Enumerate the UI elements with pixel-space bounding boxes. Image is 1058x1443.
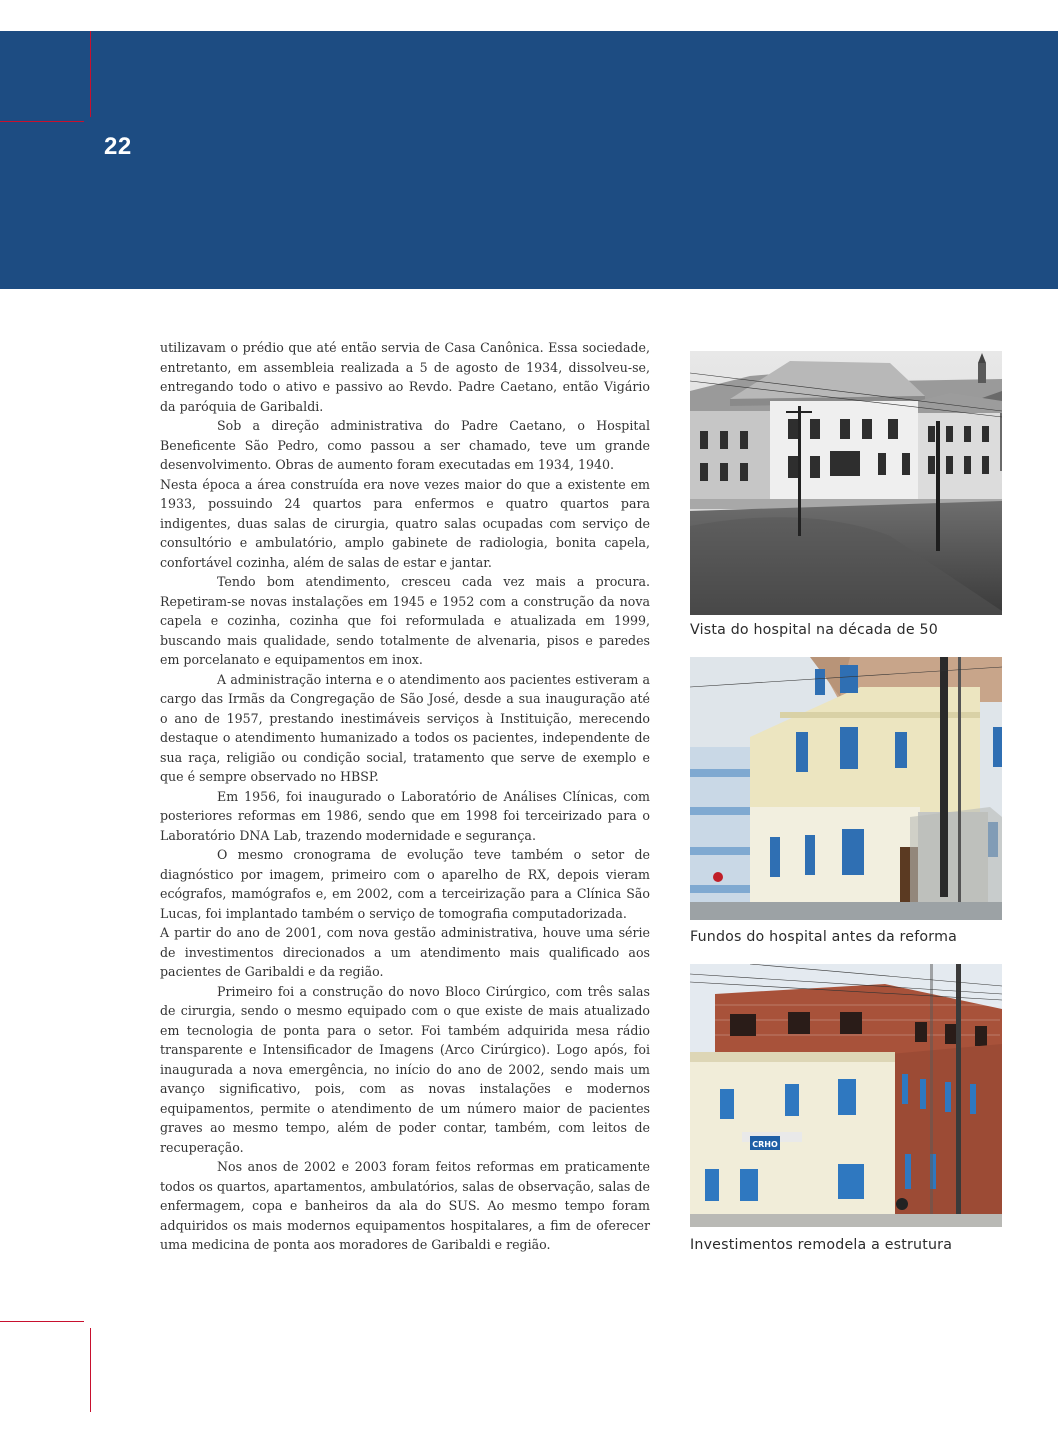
crop-mark <box>0 121 84 122</box>
hospital-1950s-photo <box>690 351 1002 615</box>
photo-caption: Investimentos remodela a estrutura <box>690 1237 953 1253</box>
photo-caption: Vista do hospital na década de 50 <box>690 622 938 638</box>
page-number: 22 <box>104 133 132 160</box>
paragraph: utilizavam o prédio que até então servia de Casa Canônica. Essa sociedade, entretanto, em assembleia realizada a 5 de agosto de 1934, dissolveu-se, entregando todo o ativo e passivo ao Revdo. Padre Caetano, então Vigário da paróquia de Garibaldi. <box>160 340 650 414</box>
paragraph: Em 1956, foi inaugurado o Laboratório de Análises Clínicas, com posteriores reformas em 1986, sendo que em 1998 foi terceirizado para o Laboratório DNA Lab, trazendo modernidade e segurança. <box>160 788 650 843</box>
article-body <box>160 338 650 1255</box>
paragraph: Tendo bom atendimento, cresceu cada vez mais a procura. Repetiram-se novas instalações em 1945 e 1952 com a construção da nova capela e cozinha, cozinha que foi reformulada e atualizada em 1999, buscando mais qualidade, sendo totalmente de alvenaria, pisos e paredes em porcelanato e equipamentos em inox. <box>160 574 650 667</box>
crop-mark <box>90 1328 91 1412</box>
paragraph: Nesta época a área construída era nove vezes maior do que a existente em 1933, possuindo 24 quartos para enfermos e quatro quartos para indigentes, duas salas de cirurgia, quatro salas ocupadas com serviço de consultório e ambulatório, amplo gabinete de radiologia, bonita capela, confortável cozinha, além de salas de estar e jantar. <box>160 476 650 570</box>
hospital-back-photo <box>690 657 1002 920</box>
paragraph: Nos anos de 2002 e 2003 foram feitos reformas em praticamente todos os quartos, apartamentos, ambulatórios, salas de observação, salas de enfermagem, copa e banheiros da ala do SUS. Ao mesmo tempo foram adquiridos os mais modernos equipamentos hospitalares, a fim de oferecer uma medicina de ponta aos moradores de Garibaldi e região. <box>160 1159 650 1252</box>
header-band <box>0 31 1058 289</box>
hospital-renovation-photo <box>690 964 1002 1227</box>
paragraph: A administração interna e o atendimento aos pacientes estiveram a cargo das Irmãs da Congregação de São José, desde a sua inauguração até o ano de 1957, prestando inestimáveis serviços à Instituição, merecendo destaque o atendimento humanizado a todos os pacientes, independente de sua raça, religião ou condição social, tratamento que serve de exemplo e que é sempre observado no HBSP. <box>160 671 650 784</box>
paragraph: Primeiro foi a construção do novo Bloco Cirúrgico, com três salas de cirurgia, sendo o mesmo equipado com o que existe de mais atualizado em tecnologia de ponta para o setor. Foi também adquirida mesa rádio transparente e Intensificador de Imagens (Arco Cirúrgico). Logo após, foi inaugurada a nova emergência, no início do ano de 2002, sendo mais um avanço significativo, pois, com as novas instalações e modernos equipamentos, permite o atendimento de um número maior de pacientes graves ao mesmo tempo, além de poder contar, também, com leitos de recuperação. <box>160 983 650 1155</box>
paragraph: O mesmo cronograma de evolução teve também o setor de diagnóstico por imagem, primeiro com o aparelho de RX, depois vieram ecógrafos, mamógrafos e, em 2002, com a terceirização para a Clínica São Lucas, foi implantado também o serviço de tomografia computadorizada. <box>160 847 650 921</box>
photo-caption: Fundos do hospital antes da reforma <box>690 929 957 945</box>
crop-mark <box>90 31 91 117</box>
crho-sign: CRHO <box>752 1140 778 1149</box>
paragraph: Sob a direção administrativa do Padre Caetano, o Hospital Beneficente São Pedro, como passou a ser chamado, teve um grande desenvolvimento. Obras de aumento foram executadas em 1934, 1940. <box>160 418 650 472</box>
paragraph: A partir do ano de 2001, com nova gestão administrativa, houve uma série de investimentos direcionados a um atendimento mais qualificado aos pacientes de Garibaldi e da região. <box>160 925 650 979</box>
crop-mark <box>0 1321 84 1322</box>
